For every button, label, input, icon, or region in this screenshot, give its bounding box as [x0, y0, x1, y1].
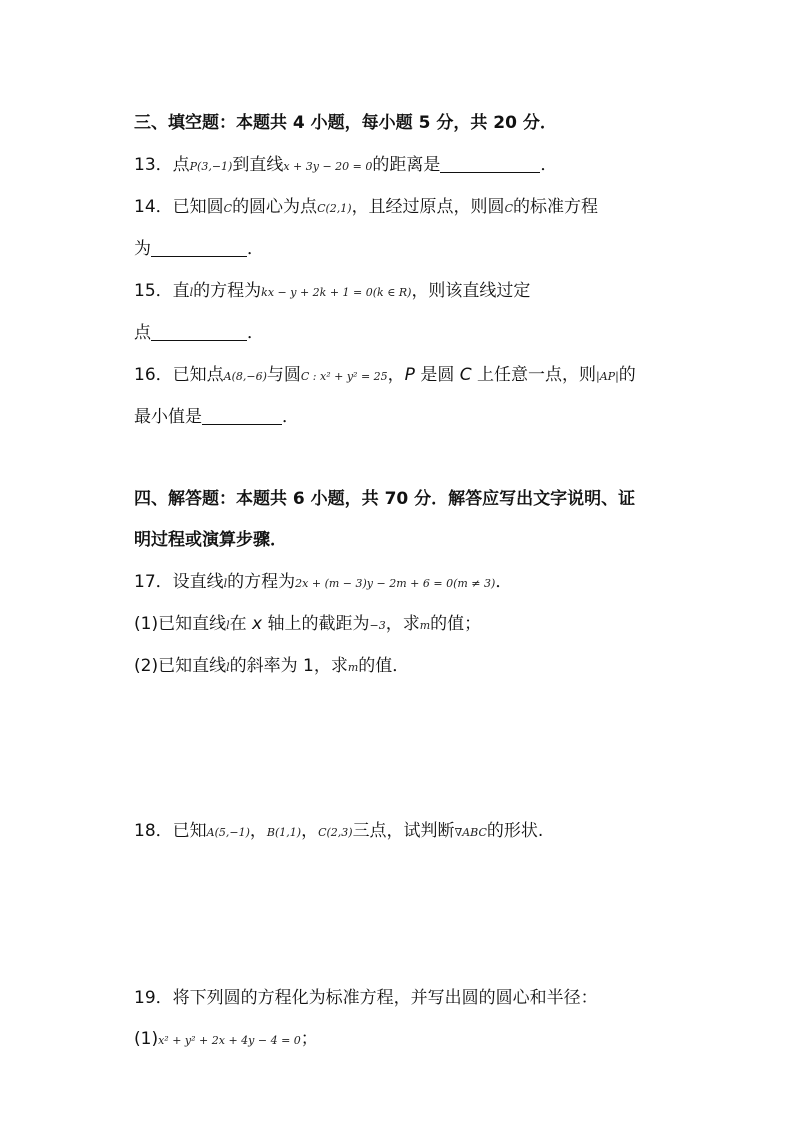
- q13-number: 13．: [134, 155, 173, 175]
- section4-heading-line2: 明过程或演算步骤．: [134, 530, 287, 550]
- q14-number: 14．: [134, 197, 173, 217]
- answer-blank-14[interactable]: [151, 238, 247, 257]
- question-15-cont: 点 ．: [134, 323, 264, 343]
- section3-heading: 三、填空题：本题共 4 小题，每小题 5 分，共 20 分．: [134, 113, 557, 133]
- answer-blank-16[interactable]: [202, 406, 282, 425]
- math-point-p: P(3,−1): [189, 160, 233, 173]
- question-17: 17．设直线l的方程为2x + (m − 3)y − 2m + 6 = 0(m ≠ 3)．: [134, 572, 513, 592]
- question-13: 13．点P(3,−1)到直线x + 3y − 20 = 0的距离是 ．: [134, 155, 558, 175]
- question-19: 19．将下列圆的方程化为标准方程，并写出圆的圆心和半径：: [134, 988, 598, 1008]
- math-line-equation: x + 3y − 20 = 0: [283, 160, 373, 173]
- question-16-cont: 最小值是 ．: [134, 407, 299, 427]
- question-17-part1: (1)已知直线l在 x 轴上的截距为−3，求m的值；: [134, 614, 482, 634]
- q15-number: 15．: [134, 281, 173, 301]
- q19-number: 19．: [134, 988, 173, 1008]
- question-17-part2: (2)已知直线l的斜率为 1，求m的值．: [134, 656, 410, 676]
- question-16: 16．已知点A(8,−6)与圆C : x² + y² = 25，P 是圆 C 上任意一点，则|AP|的: [134, 365, 636, 385]
- q18-number: 18．: [134, 821, 173, 841]
- math-circle-equation: C : x² + y² = 25: [300, 370, 388, 383]
- math-line-equation: kx − y + 2k + 1 = 0(k ∈ R): [261, 286, 412, 299]
- q17-number: 17．: [134, 572, 173, 592]
- math-circle-equation: x² + y² + 2x + 4y − 4 = 0: [158, 1034, 301, 1047]
- question-14-cont: 为 ．: [134, 239, 264, 259]
- section4-heading-line1: 四、解答题：本题共 6 小题，共 70 分．解答应写出文字说明、证: [134, 489, 636, 509]
- answer-blank-13[interactable]: [440, 154, 540, 173]
- math-point-c: C(2,1): [317, 202, 352, 215]
- q16-number: 16．: [134, 365, 173, 385]
- math-line-equation: 2x + (m − 3)y − 2m + 6 = 0(m ≠ 3): [295, 577, 496, 590]
- answer-blank-15[interactable]: [151, 322, 247, 341]
- question-15: 15．直l的方程为kx − y + 2k + 1 = 0(k ∈ R)，则该直线过定: [134, 281, 531, 301]
- question-19-part1: (1)x² + y² + 2x + 4y − 4 = 0；: [134, 1029, 318, 1049]
- question-18: 18．已知A(5,−1)，B(1,1)，C(2,3)三点，试判断∇ABC的形状.: [134, 821, 544, 841]
- question-14: 14．已知圆C的圆心为点C(2,1)，且经过原点，则圆C的标准方程: [134, 197, 598, 217]
